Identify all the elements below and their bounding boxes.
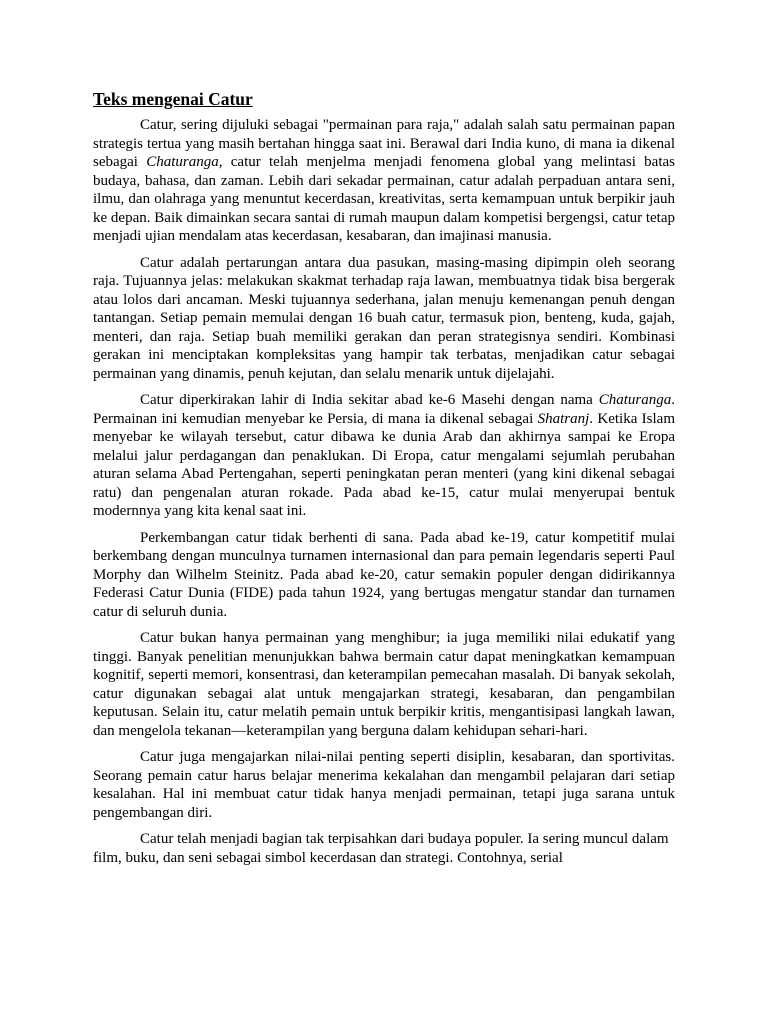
paragraph-1-text-c: , catur telah menjelma menjadi fenomena global yang melintasi batas budaya, bahasa, dan zaman. Lebih dari sekadar permainan, catur adalah perpaduan antara seni, ilmu, dan olahraga yang menuntut kecerdasan, kreativitas, serta kemampuan untuk berpikir jauh ke depan. Baik dimainkan secara santai di rumah maupun dalam kompetisi bergengsi, catur tetap menjadi ujian mendalam atas kecerdasan, kesabaran, dan imajinasi manusia. — [93, 154, 675, 244]
paragraph-6: Catur juga mengajarkan nilai-nilai penting seperti disiplin, kesabaran, dan sportivitas. Seorang pemain catur harus belajar menerima kekalahan dan mengambil pelajaran dari setiap kesalahan. Hal ini membuat catur tidak hanya menjadi permainan, tetapi juga sarana untuk pengembangan diri. — [93, 749, 675, 821]
paragraph-3 — [93, 391, 675, 521]
paragraph-3-text-c: . Permainan ini kemudian menyebar ke Persia, di mana ia dikenal sebagai — [93, 392, 675, 427]
paragraph-4: Perkembangan catur tidak berhenti di sana. Pada abad ke-19, catur kompetitif mulai berkembang dengan munculnya turnamen internasional dan para pemain legendaris seperti Paul Morphy dan Wilhelm Steinitz. Pada abad ke-20, catur semakin populer dengan didirikannya Federasi Catur Dunia (FIDE) pada tahun 1924, yang bertugas mengatur standar dan turnamen catur di seluruh dunia. — [93, 529, 675, 620]
paragraph-1-text-a: Catur, sering dijuluki sebagai "permainan para raja," adalah salah satu permainan papan strategis tertua yang masih bertahan hingga saat ini. Berawal dari India kuno, di mana ia dikenal sebagai — [93, 117, 675, 170]
paragraph-1 — [93, 116, 675, 246]
paragraph-7: Catur telah menjadi bagian tak terpisahkan dari budaya populer. Ia sering muncul dalam film, buku, dan seni sebagai simbol kecerdasan dan strategi. Contohnya, serial — [93, 831, 669, 866]
document-body — [93, 88, 675, 875]
paragraph-3-text-e: . Ketika Islam menyebar ke wilayah tersebut, catur dibawa ke dunia Arab dan akhirnya sampai ke Eropa melalui jalur perdagangan dan penaklukan. Di Eropa, catur mengalami sejumlah perubahan aturan selama Abad Pertengahan, seperti peningkatan peran menteri (yang kini dikenal sebagai ratu) dan pengenalan aturan rokade. Pada abad ke-15, catur mulai menyerupai bentuk modernnya yang kita kenal saat ini. — [93, 410, 676, 519]
paragraph-3-italic-term-2: Shatranj — [537, 410, 590, 427]
paragraph-5: Catur bukan hanya permainan yang menghibur; ia juga memiliki nilai edukatif yang tinggi. Banyak penelitian menunjukkan bahwa bermain catur dapat meningkatkan kemampuan kognitif, seperti memori, konsentrasi, dan keterampilan pemecahan masalah. Di banyak sekolah, catur digunakan sebagai alat untuk mengajarkan strategi, kesabaran, dan pengambilan keputusan. Selain itu, catur melatih pemain untuk berpikir kritis, mengantisipasi langkah lawan, dan mengelola tekanan—keterampilan yang berguna dalam kehidupan sehari-hari. — [93, 630, 675, 739]
paragraph-1-italic-term: Chaturanga — [146, 154, 219, 170]
document-title: Teks mengenai Catur — [93, 89, 253, 109]
paragraph-3-italic-term-1: Chaturanga — [598, 392, 672, 408]
paragraph-3-text-a: Catur diperkirakan lahir di India sekitar abad ke-6 Masehi dengan nama — [140, 392, 599, 408]
paragraph-2: Catur adalah pertarungan antara dua pasukan, masing-masing dipimpin oleh seorang raja. Tujuannya jelas: melakukan skakmat terhadap raja lawan, membuatnya tidak bisa bergerak atau lolos dari ancaman. Meski tujuannya sederhana, jalan menuju kemenangan penuh dengan tantangan. Setiap pemain memulai dengan 16 buah catur, termasuk pion, benteng, kuda, gajah, menteri, dan raja. Setiap buah memiliki gerakan dan peran strategisnya sendiri. Kombinasi gerakan ini menciptakan kompleksitas yang hampir tak terbatas, menjadikan catur sebagai permainan yang dinamis, penuh kejutan, dan selalu menarik untuk dijelajahi. — [93, 254, 675, 382]
